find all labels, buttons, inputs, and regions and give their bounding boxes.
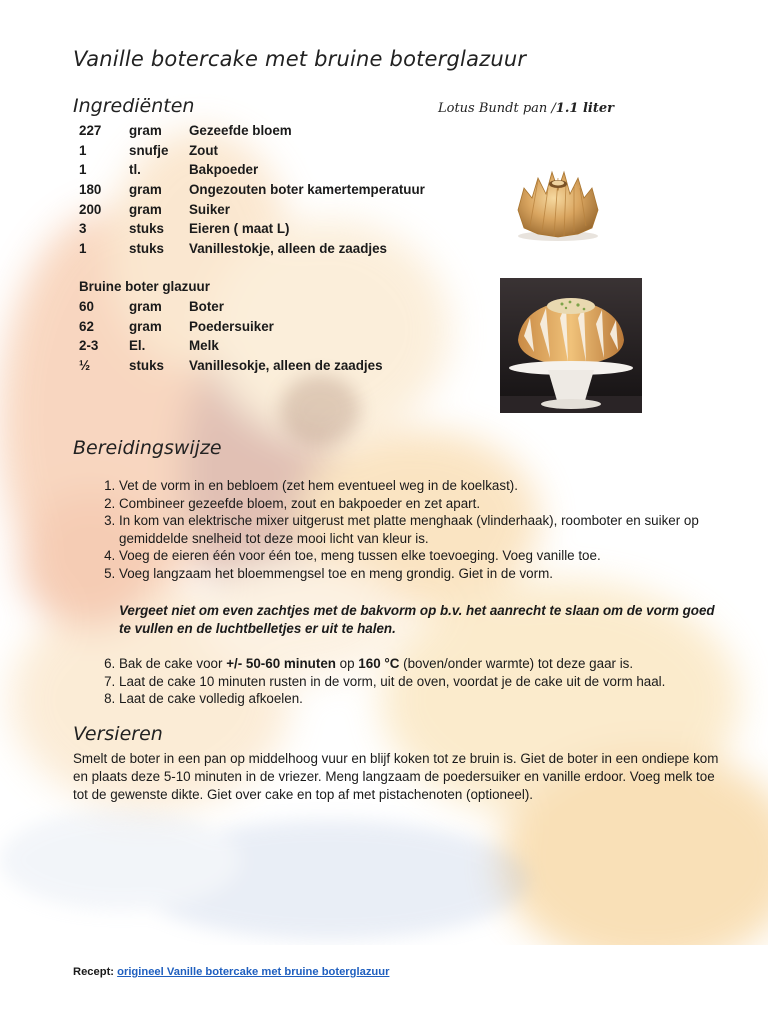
ingredient-unit: stuks [129,240,164,256]
list-item: 1. Vet de vorm in en bebloem (zet hem eventueel weg in de koelkast). [119,477,749,495]
table-row [76,336,383,356]
footer [73,966,389,978]
ingredient-name: Suiker [189,201,230,217]
list-item: 8. Laat de cake volledig afkoelen. [119,690,749,708]
step6-text-c: op [335,656,359,671]
ingredient-qty: 200 [79,201,102,217]
ingredient-name: Bakpoeder [189,162,259,178]
table-row [76,199,425,219]
list-item: 3. In kom van elektrische mixer uitgerust met platte menghaak (vlinderhaak), roomboter en suiker op gemiddelde snelheid tot deze mooi licht van kleur is. [119,512,749,547]
step6-text-e: (boven/onder warmte) tot deze gaar is. [399,656,634,671]
ingredient-name: Zout [189,142,218,158]
glaze-heading: Bruine boter glazuur [79,279,210,294]
list-item: 4. Voeg de eieren één voor één toe, meng tussen elke toevoeging. Voeg vanille toe. [119,547,749,565]
step6-text-a: Bak de cake voor [119,656,227,671]
ingredient-unit: gram [129,182,162,198]
glaze-unit: El. [129,338,146,354]
list-item: 5. Voeg langzaam het bloemmengsel toe en meng grondig. Giet in de vorm. [119,565,749,583]
ingredient-unit: stuks [129,221,164,237]
ingredient-unit: snufje [129,142,169,158]
tip-note: Vergeet niet om even zachtjes met de bakvorm op b.v. het aanrecht te slaan om de vorm goed te vullen en de luchtbelletjes er uit te halen. [119,603,715,636]
table-row [76,317,383,337]
glaze-table [76,297,383,375]
glaze-name: Poedersuiker [189,318,274,334]
ingredient-name: Ongezouten boter kamertemperatuur [189,182,425,198]
preparation-heading: Bereidingswijze [73,437,222,459]
list-item [119,655,749,673]
decorate-heading: Versieren [73,723,163,745]
table-row [76,297,383,317]
pan-label-name: Lotus Bundt pan / [438,101,556,116]
ingredients-table [76,121,425,258]
glaze-qty: ½ [79,358,91,374]
ingredient-name: Gezeefde bloem [189,123,292,139]
bundt-pan-image [508,148,608,248]
ingredient-unit: gram [129,123,162,139]
glaze-unit: gram [129,318,162,334]
ingredient-qty: 3 [79,221,87,237]
bake-temperature: 160 °C [358,656,400,671]
original-recipe-link[interactable]: origineel Vanille botercake met bruine boterglazuur [117,966,390,978]
glaze-qty: 2-3 [79,338,99,354]
ingredient-qty: 1 [79,142,87,158]
glaze-name: Vanillesokje, alleen de zaadjes [189,358,383,374]
steps-list-continued [93,655,749,708]
ingredient-qty: 180 [79,182,102,198]
glaze-name: Melk [189,338,219,354]
cake-photo-drawing [500,278,642,413]
ingredient-unit: tl. [129,162,141,178]
pan-label [438,101,614,116]
list-item: 2. Combineer gezeefde bloem, zout en bakpoeder en zet apart. [119,495,749,513]
table-row [76,180,425,200]
table-row [76,356,383,376]
glaze-qty: 60 [79,299,94,315]
glaze-unit: gram [129,299,162,315]
ingredients-heading: Ingrediënten [73,95,195,117]
ingredient-unit: gram [129,201,162,217]
page-title: Vanille botercake met bruine boterglazuur [73,47,527,71]
bake-time: +/- 50-60 minuten [226,656,336,671]
table-row [76,239,425,259]
decorate-text: Smelt de boter in een pan op middelhoog vuur en blijf koken tot ze bruin is. Giet de boter in een ondiepe kom en plaats deze 5-10 minuten in de vriezer. Meng langzaam de poedersuiker en vanille erdoor. Voeg melk toe tot de gewenste dikte. Giet over cake en top af met pistachenoten (optioneel). [73,751,719,802]
footer-label: Recept: [73,966,115,978]
glaze-qty: 62 [79,318,94,334]
steps-list [93,477,749,583]
cake-photo [500,278,642,413]
table-row [76,219,425,239]
ingredient-name: Vanillestokje, alleen de zaadjes [189,240,387,256]
table-row [76,160,425,180]
ingredient-name: Eieren ( maat L) [189,221,290,237]
glaze-unit: stuks [129,358,164,374]
glaze-name: Boter [189,299,224,315]
table-row [76,121,425,141]
ingredient-qty: 227 [79,123,102,139]
table-row [76,141,425,161]
ingredient-qty: 1 [79,162,87,178]
list-item: 7. Laat de cake 10 minuten rusten in de vorm, uit de oven, voordat je de cake uit de vorm haal. [119,673,749,691]
ingredient-qty: 1 [79,240,87,256]
pan-label-size: 1.1 liter [555,101,614,116]
